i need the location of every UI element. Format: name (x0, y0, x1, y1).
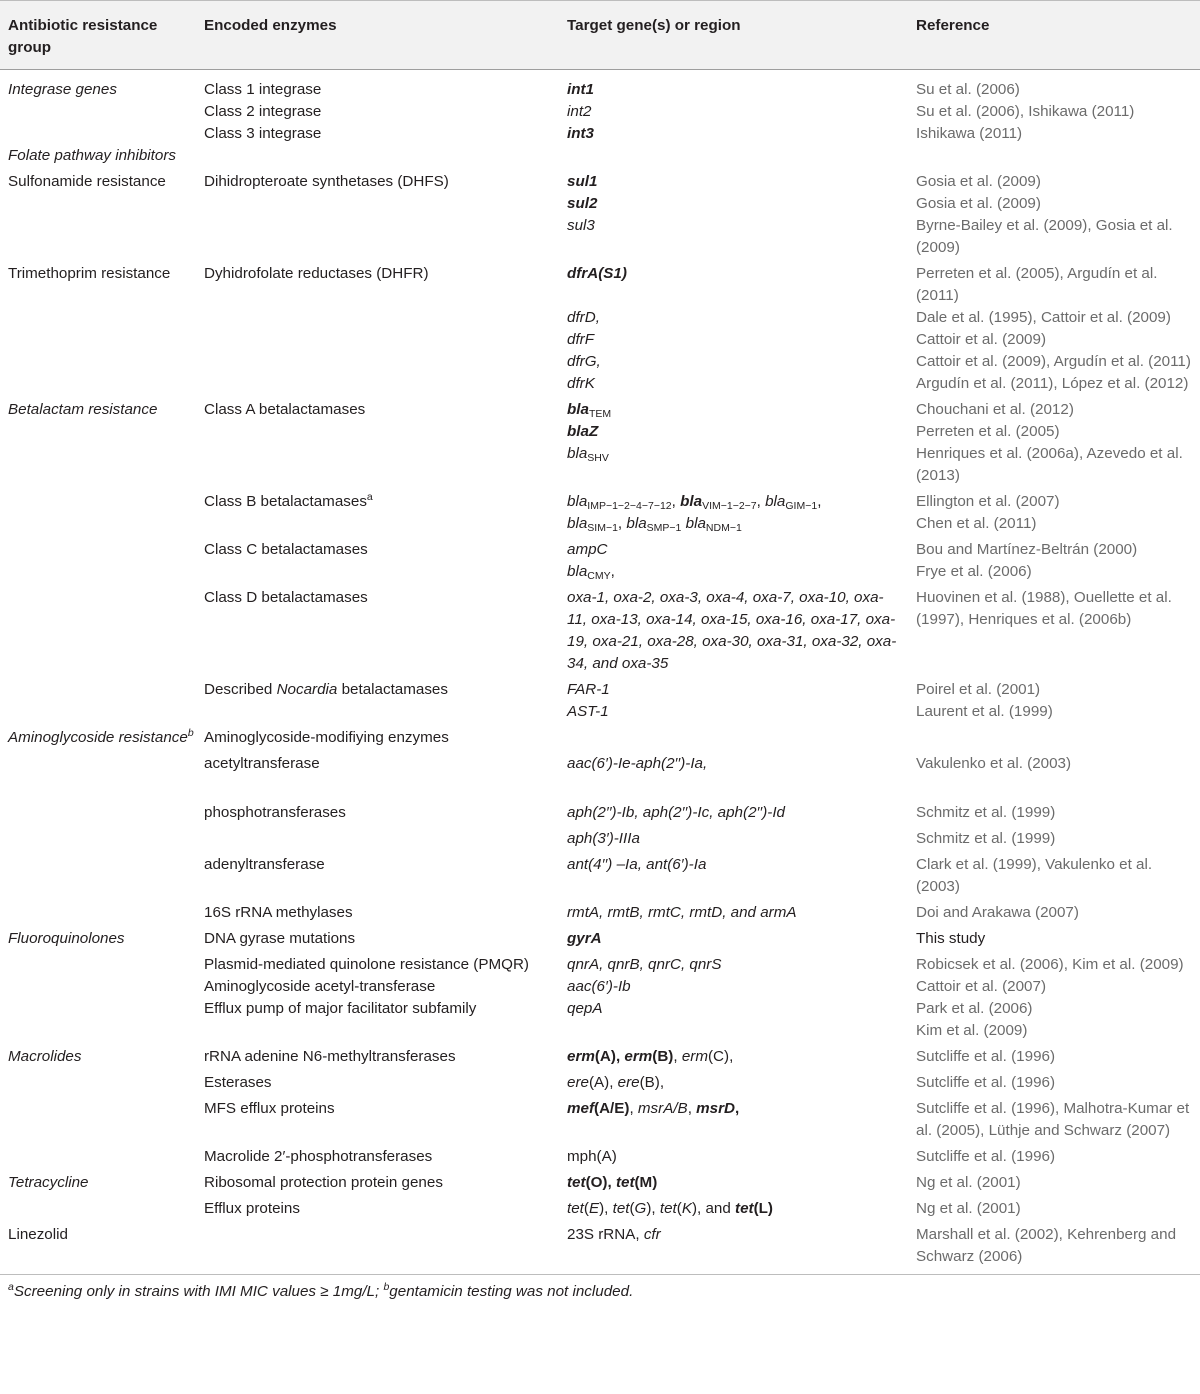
gene-cell: bla$_{IMP-1-2-4-7-12}$, bla$_{VIM-1-2-7}$, bla$_{GIM-1}$, bla$_{SIM-1}$, bla$_{SMP-1}$ bla$_{NDM-1}$ (567, 493, 822, 534)
gene-cell: AST-1 (567, 703, 609, 720)
header-group: Antibiotic resistance group (0, 1, 196, 70)
enzyme-cell: acetyltransferase (204, 755, 320, 772)
gene-tail: , (610, 563, 615, 580)
table-row (0, 561, 1200, 583)
header-enzymes: Encoded enzymes (196, 1, 559, 70)
table-row (0, 950, 1200, 976)
gene-cell: int1 (567, 81, 595, 98)
reference-cell: Vakulenko et al. (2003) (916, 755, 1072, 772)
table-row (0, 123, 1200, 145)
group-cell: Tetracycline (8, 1174, 89, 1191)
table-row (0, 145, 1200, 167)
group-cell: Linezolid (0, 1220, 196, 1275)
table-row (0, 701, 1200, 723)
table-row (0, 976, 1200, 998)
table-row (0, 193, 1200, 215)
gene-subscript: TEM (588, 408, 612, 420)
gene-cell: ampC (567, 541, 608, 558)
footnote-mark: b (383, 1281, 390, 1293)
enzyme-cell: Class 2 integrase (204, 103, 322, 120)
reference-line: Chen et al. (2011) (916, 515, 1037, 532)
enzyme-cell (196, 675, 559, 701)
reference-cell: Henriques et al. (2006a), Azevedo et al. (2013) (916, 445, 1183, 484)
table-row (0, 1194, 1200, 1220)
gene-bla: bla (765, 493, 786, 510)
footnote-text: Screening only in strains with IMI MIC values ≥ 1mg/L; (13, 1283, 384, 1300)
gene-cell: mef(A/E), msrA/B, msrD, (567, 1100, 740, 1117)
gene-cell: erm(A), erm(B), erm(C), (567, 1048, 734, 1065)
gene-bla: bla (567, 563, 588, 580)
gene-cell: dfrF (567, 331, 595, 348)
table-row (0, 259, 1200, 307)
reference-cell: Cattoir et al. (2007) (916, 978, 1046, 995)
gene-bla: bla (626, 515, 647, 532)
reference-cell: Perreten et al. (2005), Argudín et al. (2011) (916, 265, 1158, 304)
gene-cell: tet(E), tet(G), tet(K), and tet(L) (567, 1200, 773, 1217)
group-cell: Betalactam resistance (8, 401, 158, 418)
gene-cell: dfrG, (567, 353, 601, 370)
table-row (0, 583, 1200, 675)
enzyme-cell: Efflux pump of major facilitator subfamily (204, 1000, 477, 1017)
enzyme-cell: adenyltransferase (204, 856, 325, 873)
gene-cell: gyrA (567, 930, 602, 947)
enzyme-cell: Ribosomal protection protein genes (204, 1174, 443, 1191)
reference-cell: Su et al. (2006) (916, 81, 1020, 98)
reference-cell: Byrne-Bailey et al. (2009), Gosia et al. (2009) (916, 217, 1173, 256)
table-row (0, 1020, 1200, 1042)
table-row (0, 215, 1200, 259)
table-row (0, 443, 1200, 487)
group-cell: Integrase genes (8, 81, 117, 98)
reference-cell: Sutcliffe et al. (1996) (916, 1074, 1056, 1091)
gene-cell (559, 443, 908, 487)
enzyme-cell: Class C betalactamases (204, 541, 368, 558)
table-row (0, 1142, 1200, 1168)
gene-subscript: VIM−1−2−7 (702, 500, 757, 512)
reference-cell: Perreten et al. (2005) (916, 423, 1060, 440)
gene-cell: aph(3′)-IIIa (567, 830, 640, 847)
table-row (0, 167, 1200, 193)
enzyme-cell: Aminoglycoside-modifiying enzymes (204, 729, 449, 746)
gene-cell: aph(2′′)-Ib, aph(2′′)-Ic, aph(2′′)-Id (567, 804, 785, 821)
gene-cell: tet(O), tet(M) (567, 1174, 658, 1191)
footnote-mark: a (366, 491, 373, 503)
gene-cell: oxa-1, oxa-2, oxa-3, oxa-4, oxa-7, oxa-10, oxa-11, oxa-13, oxa-14, oxa-15, oxa-16, oxa-17, oxa-19, oxa-21, oxa-28, oxa-30, oxa-31, oxa-32, oxa-34, and oxa-35 (567, 589, 897, 672)
table-row (0, 898, 1200, 924)
gene-cell: sul2 (567, 195, 598, 212)
gene-cell: blaZ (567, 423, 599, 440)
gene-text: cfr (643, 1226, 661, 1243)
enzyme-cell: Efflux proteins (204, 1200, 300, 1217)
table-row (0, 850, 1200, 898)
table-row (0, 824, 1200, 850)
table-row (0, 70, 1200, 102)
table-row (0, 101, 1200, 123)
enzyme-cell: Aminoglycoside acetyl-transferase (204, 978, 436, 995)
gene-cell: int2 (567, 103, 592, 120)
gene-cell: qnrA, qnrB, qnrC, qnrS (567, 956, 722, 973)
gene-bla: bla (567, 493, 588, 510)
gene-bla: bla (567, 445, 588, 462)
table-row (0, 351, 1200, 373)
reference-cell: Chouchani et al. (2012) (916, 401, 1074, 418)
table-row (0, 1068, 1200, 1094)
reference-cell: Laurent et al. (1999) (916, 703, 1053, 720)
group-cell: Sulfonamide resistance (8, 173, 166, 190)
gene-cell: FAR-1 (567, 681, 610, 698)
reference-cell: Bou and Martínez-Beltrán (2000) (916, 541, 1138, 558)
reference-cell: Robicsek et al. (2006), Kim et al. (2009) (916, 956, 1184, 973)
gene-subscript: SMP−1 (646, 522, 682, 534)
group-cell: Folate pathway inhibitors (8, 147, 176, 164)
reference-line: Ellington et al. (2007) (916, 493, 1060, 510)
gene-cell: ere(A), ere(B), (567, 1074, 665, 1091)
reference-cell: Park et al. (2006) (916, 1000, 1033, 1017)
table-row (0, 802, 1200, 824)
reference-cell: Cattoir et al. (2009), Argudín et al. (2011) (916, 353, 1191, 370)
enzyme-cell: 16S rRNA methylases (204, 904, 353, 921)
gene-subscript: NDM−1 (705, 522, 742, 534)
group-cell: Trimethoprim resistance (8, 265, 171, 282)
table-row (0, 1220, 1200, 1275)
reference-cell: Argudín et al. (2011), López et al. (2012) (916, 375, 1189, 392)
table-row (0, 1094, 1200, 1142)
reference-cell: Sutcliffe et al. (1996), Malhotra-Kumar et al. (2005), Lüthje and Schwarz (2007) (916, 1100, 1190, 1139)
reference-cell: Ng et al. (2001) (916, 1200, 1021, 1217)
table-row (0, 723, 1200, 749)
gene-cell: aac(6′)-Ie-aph(2′′)-Ia, (567, 755, 708, 772)
gene-cell: sul3 (567, 217, 595, 234)
enzyme-cell: phosphotransferases (204, 804, 346, 821)
gene-subscript: SIM−1 (587, 522, 618, 534)
reference-cell: This study (916, 930, 986, 947)
gene-bla: bla (685, 515, 706, 532)
enzyme-cell: Macrolide 2′-phosphotransferases (204, 1148, 433, 1165)
enzyme-cell: Class 1 integrase (204, 81, 322, 98)
enzyme-cell: Class A betalactamases (204, 401, 366, 418)
reference-cell: Dale et al. (1995), Cattoir et al. (2009) (916, 309, 1171, 326)
reference-cell: Frye et al. (2006) (916, 563, 1032, 580)
enzyme-cell: Class 3 integrase (204, 125, 322, 142)
reference-cell: Gosia et al. (2009) (916, 173, 1041, 190)
gene-cell: int3 (567, 125, 595, 142)
gene-bla: bla (567, 515, 588, 532)
enzyme-cell: Dyhidrofolate reductases (DHFR) (204, 265, 429, 282)
group-cell (0, 723, 196, 749)
gene-cell (559, 395, 908, 421)
table-row (0, 421, 1200, 443)
reference-cell: Su et al. (2006), Ishikawa (2011) (916, 103, 1135, 120)
table-row (0, 487, 1200, 535)
reference-cell: Ishikawa (2011) (916, 125, 1023, 142)
reference-cell (908, 487, 1200, 535)
group-cell: Macrolides (8, 1048, 82, 1065)
reference-cell: Poirel et al. (2001) (916, 681, 1041, 698)
reference-cell: Sutcliffe et al. (1996) (916, 1048, 1056, 1065)
gene-subscript: GIM−1 (785, 500, 818, 512)
enzyme-cell: Esterases (204, 1074, 272, 1091)
gene-cell: ant(4′′) –Ia, ant(6′)-Ia (567, 856, 707, 873)
gene-cell (559, 561, 908, 583)
reference-cell: Marshall et al. (2002), Kehrenberg and Schwarz (2006) (908, 1220, 1200, 1275)
header-reference: Reference (908, 1, 1200, 70)
gene-cell: rmtA, rmtB, rmtC, rmtD, and armA (567, 904, 797, 921)
gene-cell (559, 1220, 908, 1275)
gene-cell: mph(A) (567, 1148, 617, 1165)
table-row (0, 373, 1200, 395)
enzyme-cell: DNA gyrase mutations (204, 930, 356, 947)
gene-subscript: CMY (587, 570, 611, 582)
enzyme-genus: Nocardia (276, 681, 338, 698)
table-row (0, 307, 1200, 329)
gene-cell: aac(6′)-Ib (567, 978, 631, 995)
group-cell: Fluoroquinolones (8, 930, 125, 947)
reference-cell: Clark et al. (1999), Vakulenko et al. (2003) (916, 856, 1153, 895)
gene-cell: dfrD, (567, 309, 600, 326)
table-footnote (0, 1275, 1200, 1303)
gene-cell: dfrK (567, 375, 595, 392)
gene-text: 23S rRNA, (567, 1226, 644, 1243)
table-row (0, 329, 1200, 351)
gene-cell: sul1 (567, 173, 598, 190)
footnote-mark: b (187, 727, 194, 739)
enzyme-cell: Class D betalactamases (204, 589, 368, 606)
gene-subscript: SHV (587, 452, 609, 464)
table-row (0, 924, 1200, 950)
enzyme-cell (196, 487, 559, 535)
enzyme-cell: MFS efflux proteins (204, 1100, 335, 1117)
enzyme-label: Described (204, 681, 277, 698)
reference-cell: Ng et al. (2001) (916, 1174, 1021, 1191)
table-row (0, 535, 1200, 561)
reference-cell: Doi and Arakawa (2007) (916, 904, 1079, 921)
reference-cell: Gosia et al. (2009) (916, 195, 1041, 212)
reference-cell: Kim et al. (2009) (916, 1022, 1028, 1039)
table-row (0, 998, 1200, 1020)
reference-cell: Huovinen et al. (1988), Ouellette et al. (1997), Henriques et al. (2006b) (916, 589, 1172, 628)
enzyme-label: betalactamases (337, 681, 448, 698)
enzyme-label: Class B betalactamases (204, 493, 367, 510)
table-row (0, 675, 1200, 701)
reference-cell: Sutcliffe et al. (1996) (916, 1148, 1056, 1165)
footnote-text: gentamicin testing was not included. (389, 1283, 634, 1300)
group-label: Aminoglycoside resistance (8, 729, 188, 746)
enzyme-cell: rRNA adenine N6-methyltransferases (204, 1048, 456, 1065)
gene-bla: bla (680, 493, 703, 510)
enzyme-cell: Dihidropteroate synthetases (DHFS) (204, 173, 449, 190)
header-row (0, 1, 1200, 70)
gene-cell: qepA (567, 1000, 603, 1017)
footnote-mark: a (8, 1281, 14, 1293)
table-row (0, 1042, 1200, 1068)
table-row (0, 395, 1200, 421)
table-row (0, 749, 1200, 775)
enzyme-cell: Plasmid-mediated quinolone resistance (PMQR) (204, 956, 529, 973)
gene-subscript: IMP−1−2−4−7−12 (587, 500, 672, 512)
reference-cell: Schmitz et al. (1999) (916, 804, 1056, 821)
header-targets: Target gene(s) or region (559, 1, 908, 70)
gene-bla: bla (567, 401, 589, 418)
reference-cell: Schmitz et al. (1999) (916, 830, 1056, 847)
gene-cell: dfrA(S1) (567, 265, 627, 282)
table-row (0, 1168, 1200, 1194)
reference-cell: Cattoir et al. (2009) (916, 331, 1046, 348)
